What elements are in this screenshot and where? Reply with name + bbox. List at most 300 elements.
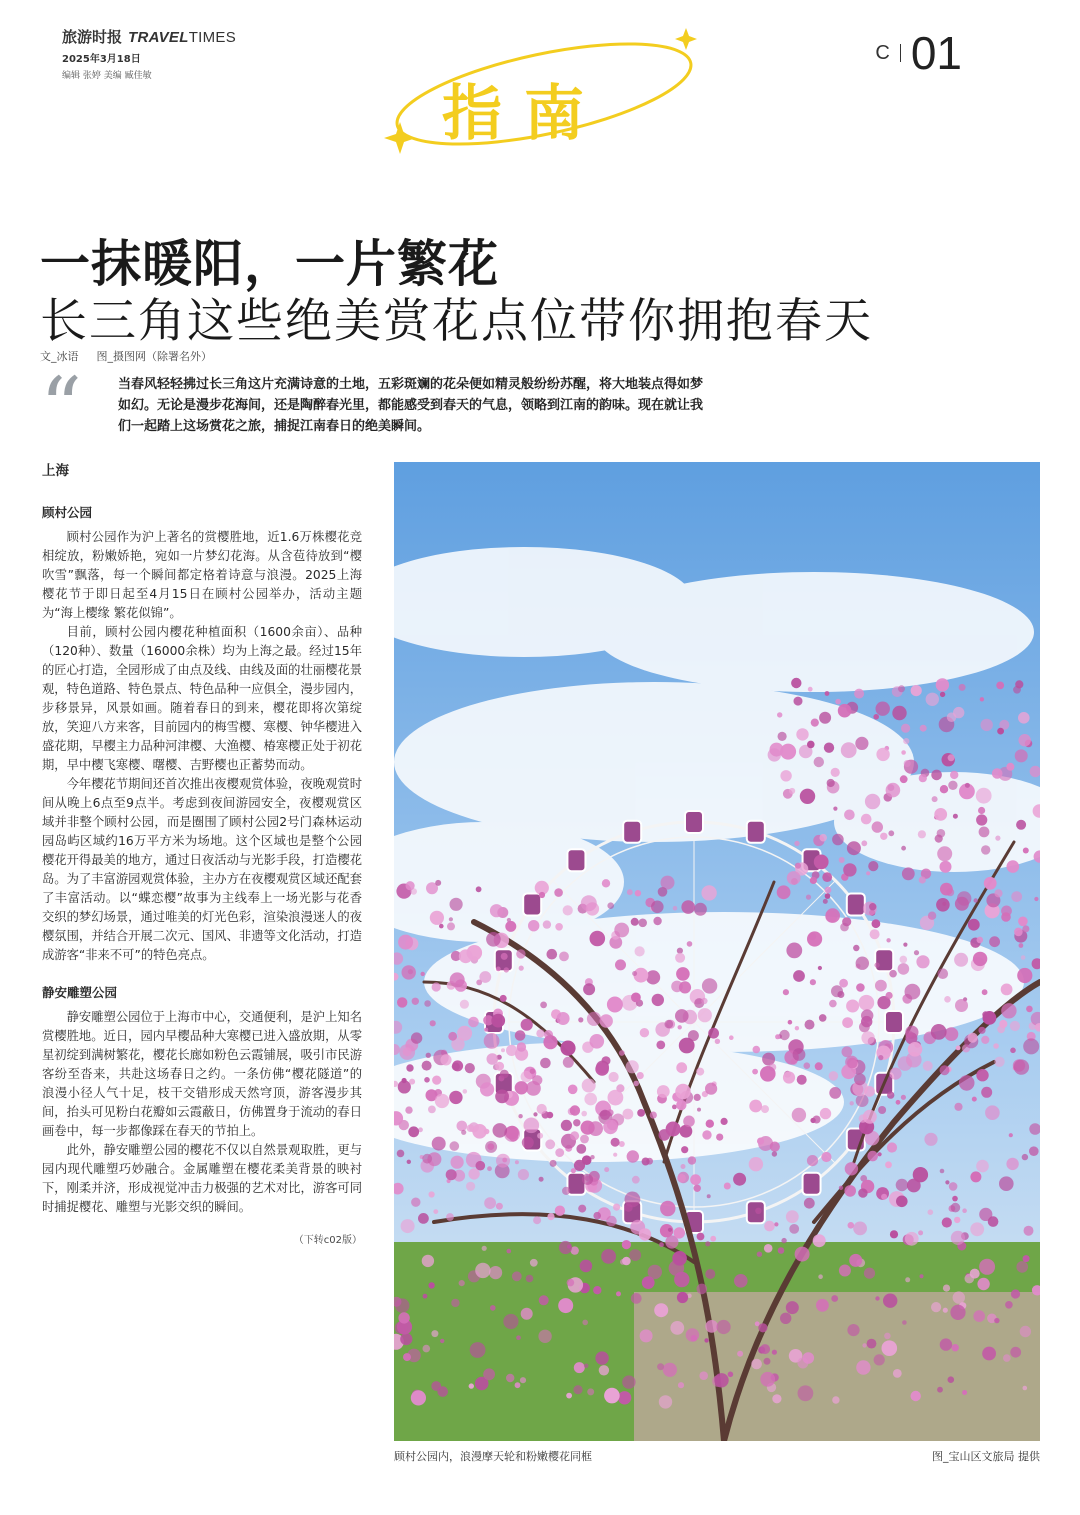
blossom-cluster	[795, 1247, 810, 1262]
blossom-cluster	[980, 697, 984, 701]
cherry-blossom-ferris-wheel-image	[394, 462, 1040, 1441]
blossom-cluster	[424, 1077, 430, 1083]
blossom-cluster	[401, 1219, 415, 1233]
ferris-wheel-cabin	[685, 811, 703, 833]
blossom-cluster	[814, 855, 829, 870]
blossom-cluster	[919, 774, 927, 782]
blossom-cluster	[928, 912, 936, 920]
blossom-cluster	[795, 1026, 799, 1030]
blossom-cluster	[475, 1263, 490, 1278]
blossom-cluster	[778, 732, 787, 741]
blossom-cluster	[968, 919, 980, 931]
blossom-cluster	[757, 1252, 762, 1257]
blossom-cluster	[948, 754, 955, 761]
blossom-cluster	[869, 903, 876, 910]
blossom-cluster	[793, 970, 805, 982]
blossom-cluster	[940, 785, 948, 793]
blossom-cluster	[737, 1351, 743, 1357]
blossom-cluster	[968, 1033, 978, 1043]
blossom-cluster	[937, 1387, 943, 1393]
blossom-cluster	[601, 1249, 616, 1264]
blossom-cluster	[982, 989, 988, 995]
blossom-cluster	[875, 980, 887, 992]
blossom-cluster	[701, 998, 707, 1004]
blossom-cluster	[1010, 1347, 1021, 1358]
blossom-cluster	[659, 1242, 664, 1247]
blossom-cluster	[944, 996, 951, 1003]
blossom-cluster	[872, 919, 881, 928]
blossom-cluster	[405, 1106, 412, 1113]
blossom-cluster	[874, 962, 879, 967]
blossom-cluster	[495, 1090, 509, 1104]
blossom-cluster	[398, 1312, 409, 1323]
blossom-cluster	[831, 985, 843, 997]
blossom-cluster	[449, 917, 453, 921]
blossom-cluster	[902, 1320, 907, 1325]
blossom-cluster	[856, 957, 869, 970]
blossom-cluster	[780, 744, 796, 760]
blossom-cluster	[681, 1164, 686, 1169]
blossom-cluster	[496, 1203, 503, 1210]
blossom-cluster	[490, 904, 503, 917]
byline-author: 文_冰语	[40, 350, 79, 363]
blossom-cluster	[583, 983, 595, 995]
blossom-cluster	[593, 1212, 601, 1220]
blossom-cluster	[777, 885, 791, 899]
blossom-cluster	[397, 997, 407, 1007]
blossom-cluster	[965, 783, 970, 788]
blossom-cluster	[509, 1133, 518, 1142]
blossom-cluster	[853, 1222, 867, 1236]
blossom-cluster	[581, 895, 597, 911]
blossom-cluster	[861, 1016, 872, 1027]
blossom-cluster	[999, 1176, 1014, 1191]
blossom-cluster	[520, 1377, 526, 1383]
blossom-cluster	[1007, 860, 1020, 873]
blossom-cluster	[1006, 1158, 1018, 1170]
page-number-value: 01	[910, 27, 962, 79]
blossom-cluster	[901, 846, 906, 851]
blossom-cluster	[831, 768, 840, 777]
blossom-cluster	[995, 836, 1000, 841]
blossom-cluster	[1026, 1006, 1033, 1013]
park-heading-jingan: 静安雕塑公园	[42, 985, 118, 1000]
blossom-cluster	[888, 830, 894, 836]
blossom-cluster	[642, 1158, 650, 1166]
blossom-cluster	[631, 918, 639, 926]
blossom-cluster	[936, 678, 949, 691]
blossom-cluster	[914, 950, 919, 955]
blossom-cluster	[887, 1091, 894, 1098]
blossom-cluster	[854, 689, 864, 699]
blossom-cluster	[705, 1269, 715, 1279]
blossom-cluster	[716, 1134, 723, 1141]
photo-credit: 图_宝山区文旅局 提供	[932, 1450, 1040, 1463]
blossom-cluster	[853, 945, 859, 951]
blossom-cluster	[931, 1302, 941, 1312]
blossom-cluster	[734, 1274, 748, 1288]
blossom-cluster	[796, 728, 808, 740]
quote-mark-icon: “	[40, 361, 82, 456]
blossom-cluster	[867, 1151, 878, 1162]
blossom-cluster	[536, 1029, 544, 1037]
blossom-cluster	[409, 1079, 415, 1085]
blossom-cluster	[507, 1249, 512, 1254]
blossom-cluster	[537, 1104, 547, 1114]
blossom-cluster	[521, 1308, 533, 1320]
headline-sub: 长三角这些绝美赏花点位带你拥抱春天	[40, 294, 873, 349]
masthead-brand	[62, 26, 236, 47]
blossom-cluster	[707, 1194, 711, 1198]
blossom-cluster	[658, 887, 668, 897]
blossom-cluster	[938, 968, 949, 979]
blossom-cluster	[815, 1062, 823, 1070]
page-number-divider	[900, 44, 901, 62]
blossom-cluster	[573, 1385, 582, 1394]
blossom-cluster	[1016, 1261, 1028, 1273]
blossom-cluster	[848, 1222, 855, 1229]
blossom-cluster	[905, 1232, 919, 1246]
ferris-wheel-cabin	[523, 893, 541, 915]
blossom-cluster	[650, 1112, 657, 1119]
blossom-cluster	[768, 748, 781, 761]
blossom-cluster	[608, 1090, 624, 1106]
blossom-cluster	[710, 1236, 716, 1242]
blossom-cluster	[844, 810, 855, 821]
blossom-cluster	[905, 984, 921, 1000]
blossom-cluster	[530, 1069, 535, 1074]
blossom-cluster	[953, 707, 964, 718]
blossom-cluster	[540, 1002, 547, 1009]
blossom-cluster	[755, 1321, 760, 1326]
blossom-cluster	[780, 1313, 791, 1324]
blossom-cluster	[595, 1062, 609, 1076]
blossom-cluster	[865, 794, 880, 809]
blossom-cluster	[808, 687, 813, 692]
blossom-cluster	[1014, 928, 1023, 937]
blossom-cluster	[911, 1391, 921, 1401]
section-logo-text: 指南	[442, 79, 606, 149]
blossom-cluster	[402, 1078, 407, 1083]
blossom-cluster	[976, 788, 992, 804]
blossom-cluster	[873, 714, 879, 720]
blossom-cluster	[406, 1064, 413, 1071]
blossom-cluster	[526, 1081, 541, 1096]
blossom-cluster	[934, 808, 947, 821]
blossom-cluster	[1023, 1255, 1030, 1262]
blossom-cluster	[953, 814, 958, 819]
blossom-cluster	[997, 1025, 1005, 1033]
blossom-cluster	[555, 1148, 564, 1157]
blossom-cluster	[440, 1054, 451, 1065]
blossom-cluster	[681, 900, 695, 914]
blossom-cluster	[889, 970, 897, 978]
blossom-cluster	[855, 737, 868, 750]
blossom-cluster	[900, 775, 908, 783]
blossom-cluster	[613, 1153, 617, 1157]
blossom-cluster	[953, 1291, 965, 1303]
blossom-cluster	[795, 863, 801, 869]
blossom-cluster	[955, 999, 968, 1012]
ferris-wheel-cabin	[875, 949, 893, 971]
blossom-cluster	[624, 1204, 632, 1212]
blossom-cluster	[757, 1138, 764, 1145]
blossom-cluster	[781, 1238, 786, 1243]
blossom-cluster	[825, 691, 830, 696]
blossom-cluster	[694, 1094, 701, 1101]
blossom-cluster	[501, 953, 508, 960]
blossom-cluster	[470, 1342, 486, 1358]
blossom-cluster	[708, 1028, 719, 1039]
blossom-cluster	[931, 770, 942, 781]
blossom-cluster	[447, 922, 455, 930]
ferris-wheel-cabin	[747, 821, 765, 843]
blossom-cluster	[714, 1373, 728, 1387]
blossom-cluster	[487, 1166, 492, 1171]
ferris-wheel-cabin	[567, 849, 585, 871]
blossom-cluster	[487, 1053, 499, 1065]
blossom-cluster	[1010, 1048, 1016, 1054]
blossom-cluster	[1034, 897, 1038, 901]
blossom-cluster	[459, 1280, 465, 1286]
blossom-cluster	[400, 1333, 412, 1345]
blossom-cluster	[882, 1340, 898, 1356]
blossom-cluster	[440, 1339, 444, 1343]
blossom-cluster	[920, 1274, 924, 1278]
blossom-cluster	[633, 1081, 639, 1087]
blossom-cluster	[602, 879, 610, 887]
blossom-cluster	[789, 788, 795, 794]
blossom-cluster	[880, 833, 887, 840]
blossom-cluster	[517, 1042, 526, 1051]
blossom-cluster	[657, 1363, 664, 1370]
blossom-cluster	[637, 1072, 644, 1079]
blossom-cluster	[590, 931, 606, 947]
blossom-cluster	[1018, 917, 1028, 927]
blossom-cluster	[599, 1365, 609, 1375]
blossom-cluster	[696, 1068, 704, 1076]
blossom-cluster	[733, 1173, 746, 1186]
blossom-cluster	[940, 692, 945, 697]
blossom-cluster	[760, 1066, 776, 1082]
blossom-cluster	[786, 943, 802, 959]
blossom-cluster	[861, 840, 867, 846]
blossom-cluster	[813, 1234, 826, 1247]
masthead-brand-en	[128, 29, 236, 46]
blossom-cluster	[408, 1126, 419, 1137]
blossom-cluster	[670, 1321, 684, 1335]
blossom-cluster	[859, 995, 875, 1011]
blossom-cluster	[842, 1017, 853, 1028]
blossom-cluster	[994, 1318, 999, 1323]
blossom-cluster	[631, 993, 641, 1003]
blossom-cluster	[581, 1121, 595, 1135]
blossom-cluster	[403, 1353, 411, 1361]
blossom-cluster	[533, 1112, 537, 1116]
paragraph: 静安雕塑公园位于上海市中心，交通便利，是沪上知名赏樱胜地。近日，园内早樱品种大寒樱已进入盛放期，从零星初绽到满树繁花，樱花长廊如粉色云霞铺展，吸引市民游客纷至沓来，共赴这场春日之约。一条仿佛“樱花隧道”的浪漫小径人气十足，枝干交错形成天然穹顶，游客漫步其间，抬头可见粉白花瓣如云霞蔽日，仿佛置身于流动的春日画卷中，每一步都像踩在春天的节拍上。	[42, 1010, 362, 1138]
blossom-cluster	[582, 1174, 593, 1185]
blossom-cluster	[452, 1063, 460, 1071]
blossom-cluster	[466, 1182, 475, 1191]
blossom-cluster	[1003, 1354, 1011, 1362]
blossom-cluster	[856, 983, 865, 992]
blossom-cluster	[450, 1141, 460, 1151]
blossom-cluster	[429, 1191, 435, 1197]
blossom-cluster	[616, 1291, 621, 1296]
blossom-cluster	[618, 1391, 631, 1404]
blossom-cluster	[539, 1295, 549, 1305]
blossom-cluster	[635, 946, 645, 956]
blossom-cluster	[856, 1360, 870, 1374]
continued-note: （下转c02版）	[293, 1235, 362, 1246]
blossom-cluster	[432, 1076, 441, 1085]
blossom-cluster	[819, 834, 827, 842]
masthead	[62, 26, 236, 81]
blossom-cluster	[688, 1030, 699, 1041]
blossom-cluster	[449, 1091, 462, 1104]
blossom-cluster	[570, 1131, 579, 1140]
blossom-cluster	[911, 685, 922, 696]
blossom-cluster	[954, 953, 968, 967]
blossom-cluster	[981, 1087, 992, 1098]
blossom-cluster	[794, 841, 799, 846]
blossom-cluster	[972, 1097, 977, 1102]
blossom-cluster	[807, 741, 815, 749]
headline-main: 一抹暖阳，一片繁花	[40, 234, 499, 293]
blossom-cluster	[490, 1305, 496, 1311]
blossom-cluster	[977, 937, 984, 944]
blossom-cluster	[576, 1144, 586, 1154]
blossom-cluster	[846, 1000, 859, 1013]
blossom-cluster	[1015, 749, 1028, 762]
blossom-cluster	[831, 1295, 838, 1302]
blossom-cluster	[604, 1388, 620, 1404]
blossom-cluster	[398, 935, 413, 950]
blossom-cluster	[1029, 1146, 1039, 1156]
blossom-cluster	[515, 1160, 519, 1164]
blossom-cluster	[467, 1124, 475, 1132]
blossom-cluster	[761, 1105, 769, 1113]
masthead-brand-en-light: TIMES	[188, 29, 237, 46]
blossom-cluster	[657, 1085, 670, 1098]
blossom-cluster	[603, 1120, 618, 1135]
blossom-cluster	[1019, 943, 1024, 948]
paragraph: 今年樱花节期间还首次推出夜樱观赏体验，夜晚观赏时间从晚上6点至9点半。考虑到夜间游园安全，夜樱观赏区域并非整个顾村公园，而是圈围了顾村公园2号门森林运动园岛屿区域约16万平方米为场地。这个区域也是整个公园樱花开得最美的地方，通过日夜活动与光影手段，打造樱花岛。为了丰富游园观赏体验，主办方在夜樱观赏区域还配套了丰富活动。以“蝶恋樱”故事为主线奉上一场光影与花香交织的梦幻场景，通过唯美的灯光色彩，渲染浪漫迷人的夜樱氛围，并结合开展二次元、国风、非遗等文化活动，打造成游客“非来不可”的特色亮点。	[42, 777, 362, 962]
blossom-cluster	[932, 796, 938, 802]
blossom-cluster	[484, 1033, 500, 1049]
blossom-cluster	[902, 867, 915, 880]
byline-photo: 图_摄图网（除署名外）	[96, 350, 212, 363]
blossom-cluster	[996, 682, 1004, 690]
blossom-cluster	[979, 1259, 995, 1275]
blossom-cluster	[702, 978, 717, 993]
blossom-cluster	[550, 1160, 557, 1167]
blossom-cluster	[702, 1130, 711, 1139]
blossom-cluster	[1009, 1133, 1013, 1137]
blossom-cluster	[887, 1142, 897, 1152]
blossom-cluster	[582, 1079, 596, 1093]
blossom-cluster	[825, 893, 831, 899]
blossom-cluster	[755, 1208, 761, 1214]
blossom-cluster	[924, 1133, 937, 1146]
blossom-cluster	[822, 872, 832, 882]
section-logo	[372, 22, 712, 162]
blossom-cluster	[1021, 955, 1026, 960]
blossom-cluster	[578, 1205, 586, 1213]
blossom-cluster	[487, 1143, 494, 1150]
blossom-cluster	[872, 821, 883, 832]
blossom-cluster	[1022, 1154, 1028, 1160]
blossom-cluster	[547, 949, 558, 960]
blossom-cluster	[787, 871, 801, 885]
blossom-cluster	[861, 1031, 874, 1044]
blossom-cluster	[945, 1180, 949, 1184]
ferris-wheel-cabin	[847, 893, 865, 915]
blossom-cluster	[480, 1082, 494, 1096]
blossom-cluster	[783, 1071, 795, 1083]
blossom-cluster	[505, 921, 516, 932]
blossom-cluster	[611, 1138, 620, 1147]
ferris-wheel-cabin	[803, 1173, 821, 1195]
blossom-cluster	[905, 1277, 910, 1282]
blossom-cluster	[570, 1105, 580, 1115]
blossom-cluster	[484, 1129, 490, 1135]
blossom-cluster	[760, 1372, 775, 1387]
blossom-cluster	[697, 1233, 705, 1241]
blossom-cluster	[672, 1105, 677, 1110]
blossom-cluster	[896, 1179, 908, 1191]
blossom-cluster	[428, 1106, 436, 1114]
blossom-cluster	[1001, 906, 1012, 917]
blossom-cluster	[779, 1030, 789, 1040]
blossom-cluster	[807, 1155, 818, 1166]
blossom-cluster	[528, 920, 539, 931]
blossom-cluster	[448, 1032, 457, 1041]
blossom-cluster	[945, 1027, 959, 1041]
blossom-cluster	[460, 1000, 469, 1009]
blossom-cluster	[554, 888, 563, 897]
blossom-cluster	[609, 1072, 619, 1082]
blossom-cluster	[861, 814, 872, 825]
blossom-cluster	[962, 1390, 967, 1395]
blossom-cluster	[568, 1085, 578, 1095]
blossom-cluster	[450, 972, 465, 987]
blossom-cluster	[772, 1350, 777, 1355]
blossom-cluster	[426, 1053, 431, 1058]
blossom-cluster	[435, 1094, 449, 1108]
blossom-cluster	[866, 871, 870, 875]
blossom-cluster	[973, 1310, 985, 1322]
blossom-cluster	[619, 1141, 625, 1147]
blossom-cluster	[593, 1286, 601, 1294]
blossom-cluster	[805, 1020, 815, 1030]
blossom-cluster	[496, 1154, 510, 1168]
blossom-cluster	[697, 1108, 701, 1112]
blossom-cluster	[639, 1228, 651, 1240]
blossom-cluster	[461, 1130, 466, 1135]
blossom-cluster	[457, 1121, 468, 1132]
blossom-cluster	[905, 1026, 918, 1039]
blossom-cluster	[584, 1093, 597, 1106]
blossom-cluster	[940, 1169, 945, 1174]
blossom-cluster	[901, 750, 906, 755]
blossom-cluster	[940, 861, 952, 873]
blossom-cluster	[878, 1055, 883, 1060]
blossom-cluster	[764, 1358, 771, 1365]
feature-photo	[394, 462, 1040, 1441]
blossom-cluster	[590, 1034, 605, 1049]
blossom-cluster	[839, 857, 845, 863]
